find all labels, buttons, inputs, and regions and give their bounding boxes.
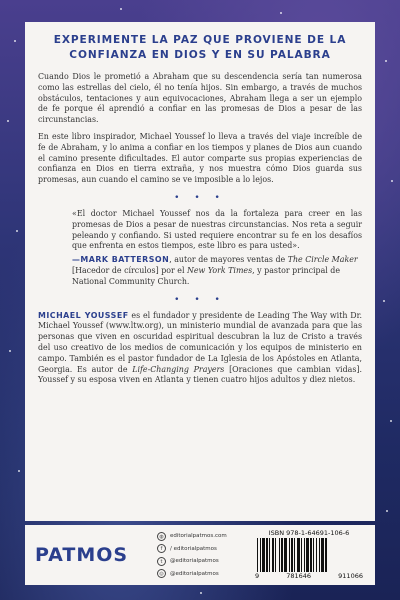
endorsement bbox=[38, 209, 362, 288]
star bbox=[9, 350, 11, 352]
separator: • • • bbox=[174, 294, 226, 305]
barcode-bar bbox=[257, 538, 258, 572]
author-bio bbox=[38, 311, 362, 387]
barcode-bar bbox=[321, 538, 324, 572]
social-text: / editorialpatmos bbox=[170, 545, 217, 552]
barcode-digit-group: 9 bbox=[255, 572, 260, 580]
endorser-text-3: , y pastor principal de National Community Church. bbox=[72, 265, 341, 286]
barcode-bar bbox=[260, 538, 261, 572]
barcode-bar bbox=[281, 538, 283, 572]
social-instagram bbox=[157, 568, 267, 581]
barcode-bar bbox=[291, 538, 293, 572]
barcode-bar bbox=[294, 538, 295, 572]
social-text: @editorialpatmos bbox=[170, 570, 219, 577]
author-bio-text-2: [Oraciones que cambian vidas]. Youssef y su esposa viven en Atlanta y tienen cuatro hijos adultos y diez nietos. bbox=[38, 364, 362, 385]
star bbox=[385, 60, 387, 62]
star bbox=[383, 300, 385, 302]
star bbox=[280, 12, 282, 14]
star bbox=[18, 470, 20, 472]
star bbox=[386, 510, 388, 512]
star bbox=[14, 40, 16, 42]
barcode-bar bbox=[319, 538, 320, 572]
description-paragraph-1: Cuando Dios le prometió a Abraham que su descendencia sería tan numerosa como las estrellas del cielo, él no tenía hijos. Sin embargo, a través de muchos obstáculos, tentaciones y aun equivocaciones, Abraham llega a ser un ejemplo de fe porque él aprendió a confiar en las promesas de Dios a pesar de las circunstancias. bbox=[38, 72, 362, 125]
social-website bbox=[157, 530, 267, 543]
instagram-icon: ◎ bbox=[157, 569, 166, 578]
star bbox=[7, 120, 9, 122]
barcode-bar bbox=[272, 538, 274, 572]
barcode-bar bbox=[269, 538, 270, 572]
star bbox=[16, 230, 18, 232]
footer-panel bbox=[25, 525, 375, 585]
barcode-bar bbox=[275, 538, 276, 572]
twitter-icon: t bbox=[157, 557, 166, 566]
headline: EXPERIMENTE LA PAZ QUE PROVIENE DE LA CONFIANZA EN DIOS Y EN SU PALABRA bbox=[53, 34, 347, 61]
barcode-bar bbox=[325, 538, 327, 572]
barcode-bar bbox=[316, 538, 317, 572]
star bbox=[391, 180, 393, 182]
author-book-title: Life-Changing Prayers bbox=[132, 364, 225, 374]
endorser-name: —MARK BATTERSON bbox=[72, 255, 170, 265]
endorser-text-1: , autor de mayores ventas de bbox=[169, 255, 288, 265]
isbn-label: ISBN 978-1-64691-106-6 bbox=[268, 529, 350, 537]
text-panel bbox=[25, 22, 375, 521]
endorser-book-title: The Circle Maker bbox=[287, 255, 358, 265]
social-text: editorialpatmos.com bbox=[170, 533, 227, 540]
barcode-digit-group: 781646 bbox=[286, 572, 312, 580]
endorser-newspaper: New York Times bbox=[186, 265, 253, 275]
star bbox=[120, 8, 122, 10]
social-twitter bbox=[157, 555, 267, 568]
author-name: MICHAEL YOUSSEF bbox=[38, 310, 129, 320]
author-bio-text-1: es el fundador y presidente de Leading The Way with Dr. Michael Youssef (www.ltw.org), un ministerio mundial de avanzada para que las personas que viven en oscuridad espiritual descubran la luz de Cristo a través del uso creativo de los medios de comunicación y los equipos de ministerio en campo. También es el pastor fundador de La Iglesia de los Apóstoles en Atlanta, Georgia. Es autor de bbox=[38, 310, 362, 374]
social-links bbox=[157, 530, 267, 580]
barcode-digit-group: 911066 bbox=[338, 572, 363, 580]
barcode-bar bbox=[301, 538, 302, 572]
barcode-bar bbox=[313, 538, 314, 572]
endorsement-quote: «El doctor Michael Youssef nos da la fortaleza para creer en las promesas de Dios a pesar de nuestras circunstancias. Nos reta a seguir peleando y confiando. Si usted requiere encontrar su fe en los desafíos que enfrenta en estos tiempos, este libro es para usted». bbox=[72, 208, 362, 251]
social-text: @editorialpatmos bbox=[170, 558, 219, 565]
description-paragraph-2: En este libro inspirador, Michael Youssef lo lleva a través del viaje increíble de fe de Abraham, y lo anima a confiar en los tiempos y planes de Dios aun cuando el camino presente dificultades. El autor comparte sus propias experiencias de confianza en Dios en tierra extraña, y nos muestra cómo Dios guarda sus promesas, aun cuando el camino se ve imposible a lo lejos. bbox=[38, 131, 362, 185]
facebook-icon: f bbox=[157, 544, 166, 553]
barcode-bar bbox=[279, 538, 280, 572]
globe-icon: ◍ bbox=[157, 532, 166, 541]
separator: • • • bbox=[174, 192, 226, 203]
barcode-bar bbox=[284, 538, 287, 572]
star bbox=[390, 420, 392, 422]
barcode-bar bbox=[304, 538, 305, 572]
barcode-bar bbox=[289, 538, 290, 572]
endorser-text-2: [Hacedor de círculos] por el bbox=[72, 265, 187, 275]
barcode-bar bbox=[266, 538, 268, 572]
barcode-bar bbox=[310, 538, 312, 572]
barcode-bar bbox=[262, 538, 265, 572]
barcode-digits bbox=[255, 572, 363, 580]
barcode-bar bbox=[297, 538, 300, 572]
social-facebook bbox=[157, 543, 267, 556]
barcode-bar bbox=[306, 538, 309, 572]
star bbox=[200, 592, 202, 594]
barcode bbox=[256, 538, 362, 572]
publisher-logo: PATMOS bbox=[35, 544, 129, 566]
isbn-block bbox=[253, 529, 365, 580]
endorsement-attribution bbox=[72, 255, 362, 287]
